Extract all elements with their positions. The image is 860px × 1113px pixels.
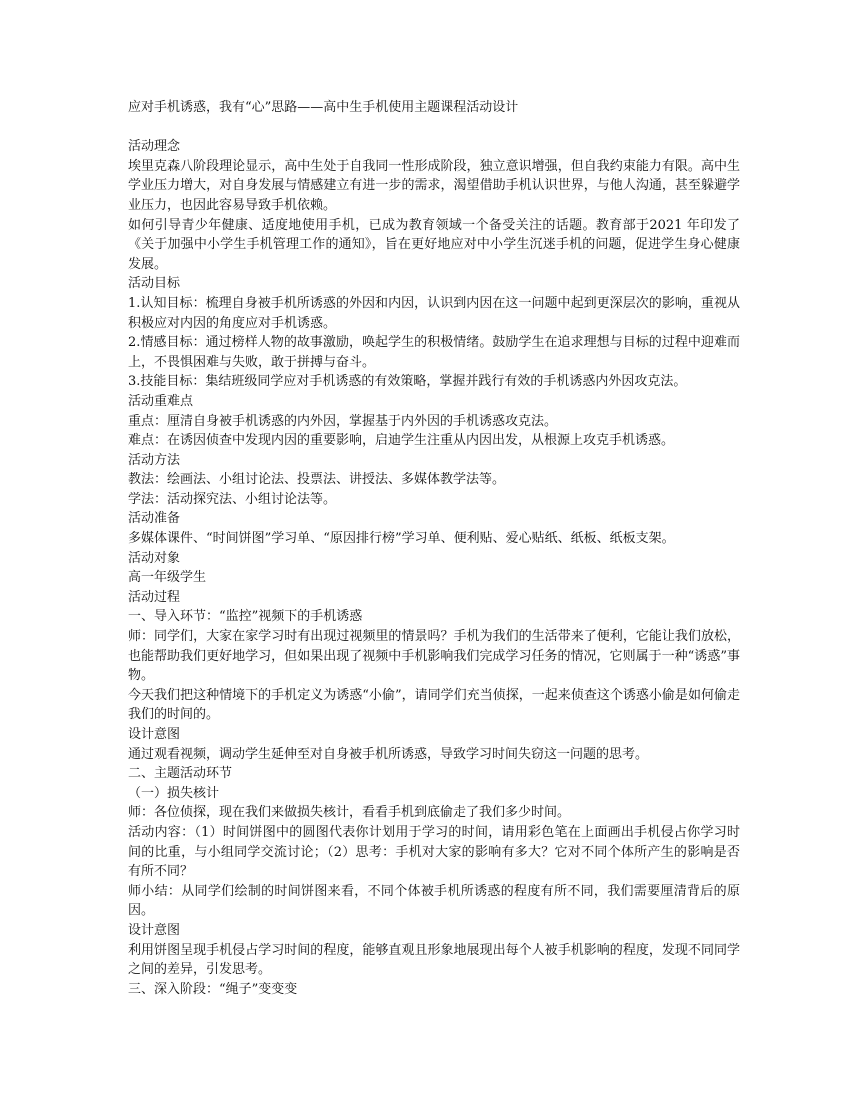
paragraph: 二、主题活动环节 xyxy=(128,766,233,782)
paragraph: 利用饼图呈现手机侵占学习时间的程度，能够直观且形象地展现出每个人被手机影响的程度，发现不同同学之间的差异，引发思考。 xyxy=(128,942,740,978)
paragraph: 高一年级学生 xyxy=(128,570,207,586)
paragraph: 活动方法 xyxy=(128,452,181,468)
paragraph: 活动准备 xyxy=(128,511,181,527)
paragraph: 活动过程 xyxy=(128,589,181,605)
paragraph: 师：各位侦探，现在我们来做损失核计，看看手机到底偷走了我们多少时间。 xyxy=(128,805,571,821)
paragraph: 1.认知目标：梳理自身被手机所诱惑的外因和内因，认识到内因在这一问题中起到更深层次的影响，重视从积极应对内因的角度应对手机诱惑。 xyxy=(128,295,740,331)
paragraph: 师小结：从同学们绘制的时间饼图来看，不同个体被手机所诱惑的程度有所不同，我们需要厘清背后的原因。 xyxy=(128,883,740,919)
paragraph: 活动对象 xyxy=(128,550,181,566)
paragraph: 三、深入阶段：“绳子”变变变 xyxy=(128,981,298,997)
paragraph: 设计意图 xyxy=(128,727,181,742)
paragraph: 活动理念 xyxy=(128,139,181,155)
paragraph: 难点：在诱因侦查中发现内因的重要影响，启迪学生注重从内因出发，从根源上攻克手机诱惑。 xyxy=(128,433,675,449)
paragraph: 师：同学们，大家在家学习时有出现过视频里的情景吗？手机为我们的生活带来了便利，它能让我们放松，也能帮助我们更好地学习，但如果出现了视频中手机影响我们完成学习任务的情况，它则属于一种“诱惑”事物。 xyxy=(128,629,740,684)
paragraph: 活动目标 xyxy=(128,276,181,292)
paragraph: （一）损失核计 xyxy=(128,785,220,801)
paragraph: 设计意图 xyxy=(128,922,181,938)
paragraph: 一、导入环节：“监控”视频下的手机诱惑 xyxy=(128,609,363,625)
document-title: 应对手机诱惑，我有“心”思路——高中生手机使用主题课程活动设计 xyxy=(128,100,519,115)
document-body xyxy=(128,137,740,999)
paragraph: 教法：绘画法、小组讨论法、投票法、讲授法、多媒体教学法等。 xyxy=(128,472,506,488)
paragraph: 如何引导青少年健康、适度地使用手机，已成为教育领域一个备受关注的话题。教育部于2021 年印发了《关于加强中小学生手机管理工作的通知》，旨在更好地应对中小学生沉迷手机的问题，促进学生身心健康发展。 xyxy=(128,217,740,272)
paragraph: 多媒体课件、“时间饼图”学习单、“原因排行榜”学习单、便利贴、爱心贴纸、纸板、纸板支架。 xyxy=(128,531,675,547)
paragraph: 埃里克森八阶段理论显示，高中生处于自我同一性形成阶段，独立意识增强，但自我约束能力有限。高中生学业压力增大，对自身发展与情感建立有进一步的需求，渴望借助手机认识世界，与他人沟通，甚至躲避学业压力，也因此容易导致手机依赖。 xyxy=(128,158,740,213)
paragraph: 今天我们把这种情境下的手机定义为诱惑“小偷”，请同学们充当侦探，一起来侦查这个诱惑小偷是如何偷走我们的时间的。 xyxy=(128,687,740,723)
paragraph: 活动重难点 xyxy=(128,393,194,409)
paragraph: 活动内容：（1）时间饼图中的圆图代表你计划用于学习的时间，请用彩色笔在上面画出手机侵占你学习时间的比重，与小组同学交流讨论；（2）思考：手机对大家的影响有多大？它对不同个体所产生的影响是否有所不同？ xyxy=(128,824,740,880)
paragraph: 2.情感目标：通过榜样人物的故事激励，唤起学生的积极情绪。鼓励学生在追求理想与目标的过程中迎难而上，不畏惧困难与失败，敢于拼搏与奋斗。 xyxy=(128,335,740,370)
paragraph: 3.技能目标：集结班级同学应对手机诱惑的有效策略，掌握并践行有效的手机诱惑内外因攻克法。 xyxy=(128,374,687,390)
document-page xyxy=(128,98,740,999)
paragraph: 通过观看视频，调动学生延伸至对自身被手机所诱惑，导致学习时间失窃这一问题的思考。 xyxy=(128,746,649,762)
paragraph: 重点：厘清自身被手机诱惑的内外因，掌握基于内外因的手机诱惑攻克法。 xyxy=(128,413,558,429)
paragraph: 学法：活动探究法、小组讨论法等。 xyxy=(128,491,337,507)
